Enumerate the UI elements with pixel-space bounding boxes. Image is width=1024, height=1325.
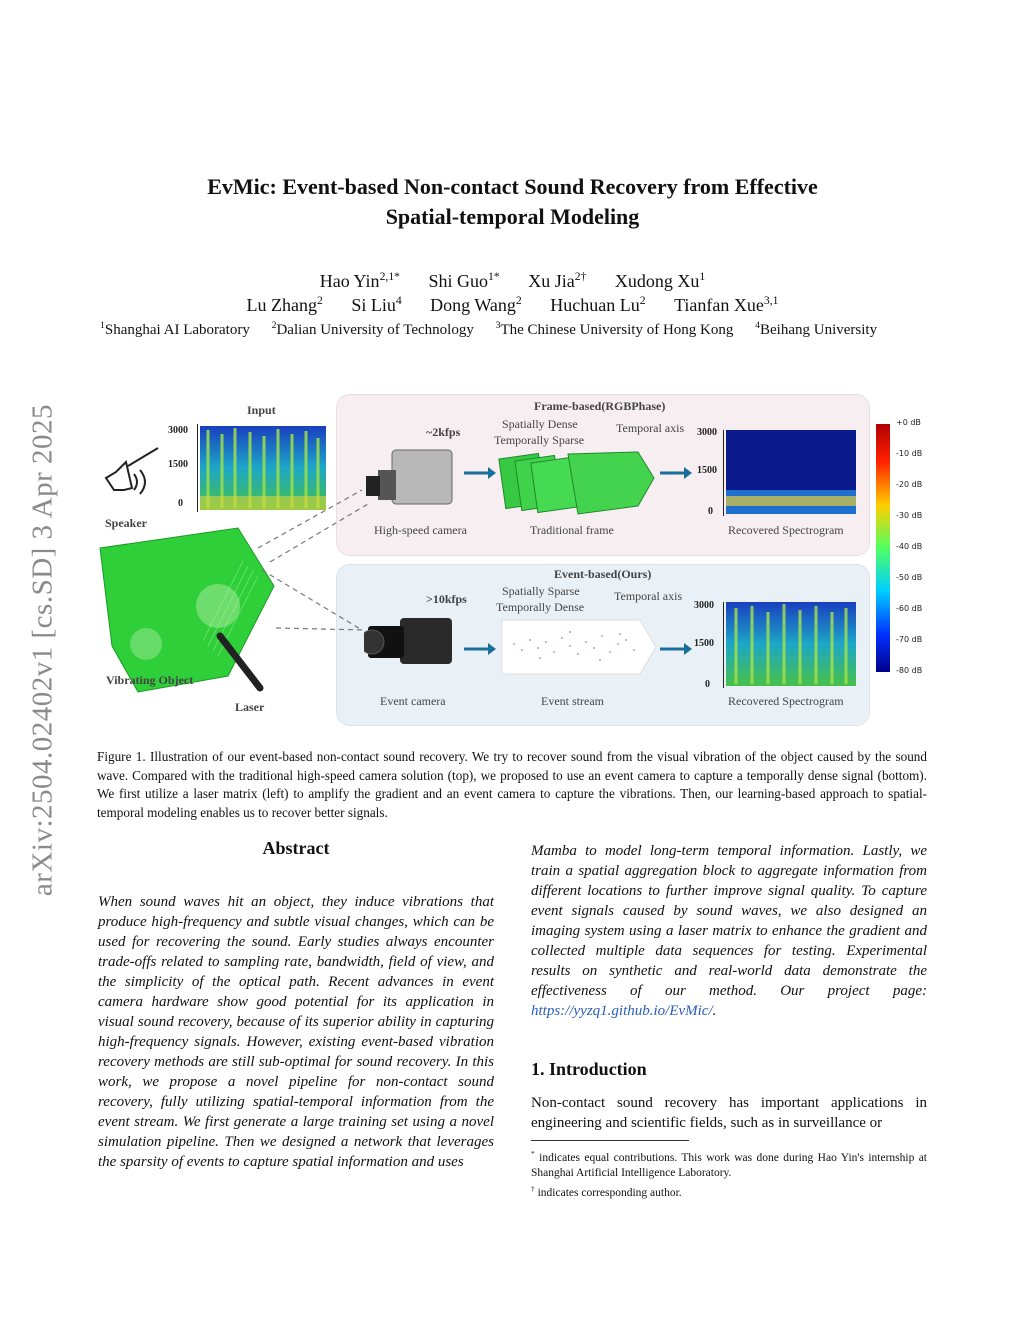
colorbar-tick-label: -50 dB [896, 573, 923, 582]
temporal-axis-label: Temporal axis [614, 589, 683, 603]
tick-label: 1500 [694, 638, 714, 649]
author: Dong Wang$^2$ [430, 294, 522, 315]
colorbar-tick-label: -80 dB [896, 666, 923, 675]
recovered-spectrogram-event [726, 602, 856, 686]
tick-label: 0 [705, 679, 710, 690]
affiliations [100, 320, 970, 339]
abstract-continuation: Mamba to model long-term temporal information. Lastly, we train a spatial aggregation block to aggregate information from different locations to further improve signal quality. To capture event signals caused by sound waves, we also designed an imaging system using a laser matrix to enhance the gradient and collected multiple data sequences for testing. Experimental results on synthetic and real-world data demonstrate the effectiveness of our method. Our project page: https://yyzq1.github.io/EvMic/. [531, 843, 927, 1019]
colorbar-tick-label: -40 dB [896, 542, 923, 551]
frame-temporal-label: Temporally Sparse [494, 433, 585, 447]
author: Xudong Xu$^1$ [614, 270, 706, 291]
recovered-spectrogram-label: Recovered Spectrogram [728, 523, 844, 537]
tick-label: 3000 [168, 425, 188, 436]
intro-body: Non-contact sound recovery has important applications in engineering and scientific fields, such as in surveillance or [531, 1095, 927, 1131]
tick-label: 1500 [168, 459, 188, 470]
abstract-body: When sound waves hit an object, they induce vibrations that produce high-frequency and subtle visual changes, which can be used for recovering the sound. Early studies always encounter trade-offs related to sampling rate, bandwidth, field of view, and the simplicity of the optical path. Recent advances in event camera hardware show good potential for its application in visual sound recovery, because of its superior ability in capturing high-frequency signals. However, existing event-based vibration recovery methods are still sub-optimal for sound recovery. In this work, we propose a novel pipeline for non-contact sound recovery, fully utilizing spatial-temporal information from the event stream. We first generate a large training set using a novel simulation pipeline. Then we designed a network that leverages the sparsity of events to capture spatial information and uses [98, 894, 494, 1170]
arrow-icon [464, 466, 496, 480]
title-line-1: EvMic: Event-based Non-contact Sound Recovery from Effective [207, 174, 818, 199]
input-label: Input [247, 403, 276, 417]
speaker-icon [102, 444, 162, 514]
high-speed-camera-image [364, 442, 460, 514]
paper-title [100, 172, 925, 232]
colorbar-tick-label: -10 dB [896, 449, 923, 458]
tick-label: 3000 [697, 427, 717, 438]
event-camera-label: Event camera [380, 694, 446, 708]
recovered-spectrogram-frame [726, 430, 856, 514]
event-spatial-label: Spatially Sparse [502, 584, 580, 598]
traditional-frames-image [498, 450, 658, 520]
event-stream-label: Event stream [541, 694, 604, 708]
tick-label: 0 [708, 506, 713, 517]
affiliation: $^1$Shanghai AI Laboratory [100, 320, 250, 338]
event-temporal-label: Temporally Dense [496, 600, 585, 614]
abstract-heading: Abstract [262, 838, 330, 858]
speaker-label: Speaker [105, 516, 147, 530]
arxiv-id: arXiv:2504.02402v1 [cs.SD] 3 Apr 2025 [26, 403, 59, 897]
colorbar-tick-label: -60 dB [896, 604, 923, 613]
figure-1 [96, 392, 926, 732]
author: Tianfan Xue$^{3,1}$ [674, 294, 779, 315]
arrow-icon [660, 642, 692, 656]
frame-spatial-label: Spatially Dense [502, 417, 578, 431]
high-speed-camera-label: High-speed camera [374, 523, 467, 537]
laser-label: Laser [235, 700, 265, 714]
author: Shi Guo$^{1*}$ [428, 270, 500, 291]
frame-based-title: Frame-based(RGBPhase) [534, 399, 666, 413]
vibrating-object-label: Vibrating Object [106, 673, 194, 687]
project-link[interactable]: https://yyzq1.github.io/EvMic/ [531, 1003, 713, 1019]
author: Lu Zhang$^2$ [246, 294, 323, 315]
colorbar-tick-label: +0 dB [896, 418, 921, 427]
title-line-2: Spatial-temporal Modeling [385, 204, 640, 229]
colorbar-tick-label: -30 dB [896, 511, 923, 520]
traditional-frame-label: Traditional frame [530, 523, 614, 537]
abstract-section [98, 838, 494, 1172]
footnote: * indicates equal contributions. This work was done during Hao Yin's internship at Shanghai Artificial Intelligence Laboratory. [531, 1149, 928, 1179]
figure-caption: Figure 1. Illustration of our event-based non-contact sound recovery. We try to recover sound from the visual vibration of the object caused by the sound wave. Compared with the traditional high-speed camera solution (top), we proposed to use an event camera to capture a temporally dense signal (bottom). We first utilize a laser matrix (left) to amplify the gradient and an event camera to capture the vibrations. Then, our learning-based approach to spatial-temporal modeling enables us to recover better signals. [97, 749, 927, 820]
authors-row-2 [100, 294, 925, 316]
event-stream-image [500, 614, 660, 680]
colorbar-tick-label: -20 dB [896, 480, 923, 489]
right-column [531, 841, 927, 1133]
colorbar [876, 424, 890, 672]
footnotes [531, 1146, 927, 1201]
affiliation: $^4$Beihang University [755, 320, 878, 338]
arrow-icon [660, 466, 692, 480]
affiliation: $^2$Dalian University of Technology [271, 320, 474, 338]
intro-heading: 1. Introduction [531, 1059, 647, 1079]
author: Xu Jia$^{2\dagger}$ [528, 270, 587, 291]
recovered-spectrogram-label: Recovered Spectrogram [728, 694, 844, 708]
tick-label: 1500 [697, 465, 717, 476]
arxiv-sidebar [18, 365, 68, 935]
footnote: † indicates corresponding author. [531, 1183, 682, 1199]
tick-label: 3000 [694, 600, 714, 611]
tick-label: 0 [178, 498, 183, 509]
author: Hao Yin$^{2,1*}$ [319, 270, 401, 291]
temporal-axis-label: Temporal axis [616, 421, 685, 435]
footnote-rule [531, 1140, 689, 1141]
author: Huchuan Lu$^2$ [550, 294, 646, 315]
event-camera-image [364, 610, 460, 676]
event-rate-label: >10kfps [426, 592, 467, 606]
colorbar-tick-label: -70 dB [896, 635, 923, 644]
event-based-title: Event-based(Ours) [554, 567, 652, 581]
authors-row-1 [100, 270, 925, 292]
frame-rate-label: ~2kfps [426, 425, 461, 439]
affiliation: $^3$The Chinese University of Hong Kong [495, 320, 734, 338]
author: Si Liu$^4$ [351, 294, 402, 315]
arrow-icon [464, 642, 496, 656]
